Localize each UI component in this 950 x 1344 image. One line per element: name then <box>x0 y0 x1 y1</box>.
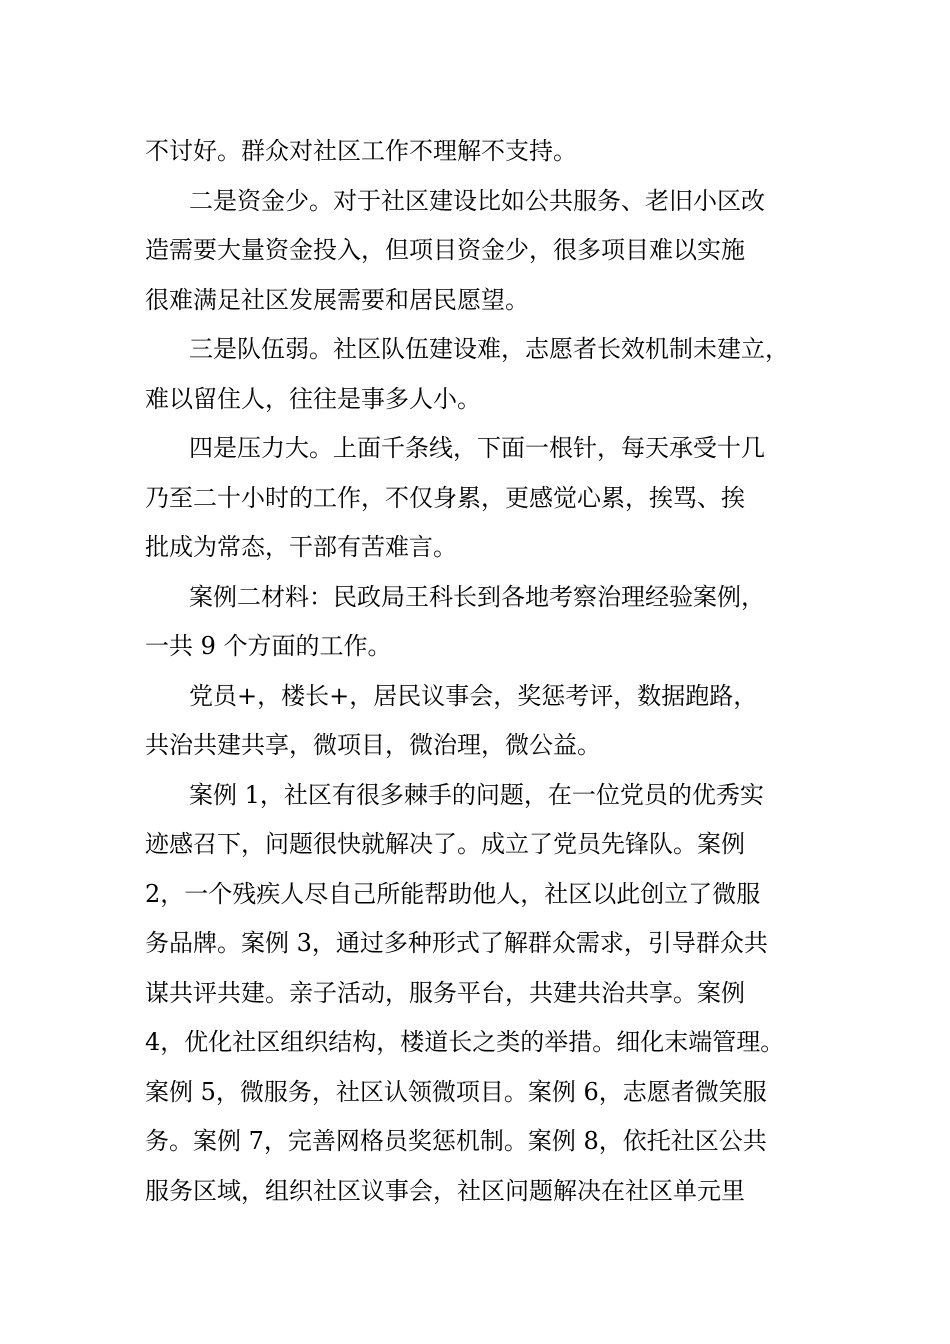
text-line: 4，优化社区组织结构，楼道长之类的举措。细化末端管理。 <box>145 1028 785 1056</box>
text-line-continuation: 不讨好。群众对社区工作不理解不支持。 <box>145 137 577 165</box>
text-line: 服务区域，组织社区议事会，社区问题解决在社区单元里 <box>145 1176 745 1205</box>
text-line-paragraph-start: 二是资金少。对于社区建设比如公共服务、老旧小区改 <box>189 186 765 215</box>
text-line-paragraph-start: 案例 1，社区有很多棘手的问题，在一位党员的优秀实 <box>189 780 764 809</box>
text-line-paragraph-start: 党员+，楼长+，居民议事会，奖惩考评，数据跑路， <box>189 681 758 710</box>
body-text <box>145 127 825 1216</box>
text-line: 造需要大量资金投入，但项目资金少，很多项目难以实施 <box>145 236 745 264</box>
text-line: 很难满足社区发展需要和居民愿望。 <box>145 285 529 314</box>
text-line: 案例 5，微服务，社区认领微项目。案例 6，志愿者微笑服 <box>145 1077 767 1106</box>
text-line: 迹感召下，问题很快就解决了。成立了党员先锋队。案例 <box>145 830 745 858</box>
text-line: 乃至二十小时的工作，不仅身累，更感觉心累，挨骂、挨 <box>145 483 745 512</box>
text-line: 难以留住人，往往是事多人小。 <box>145 384 481 413</box>
text-line: 2，一个残疾人尽自己所能帮助他人，社区以此创立了微服 <box>145 879 761 908</box>
text-line: 批成为常态，干部有苦难言。 <box>145 533 457 561</box>
text-line: 共治共建共享，微项目，微治理，微公益。 <box>145 731 601 759</box>
text-line: 谋共评共建。亲子活动，服务平台，共建共治共享。案例 <box>145 978 745 1007</box>
text-line-paragraph-start: 案例二材料：民政局王科长到各地考察治理经验案例， <box>189 582 765 611</box>
text-line-paragraph-start: 四是压力大。上面千条线，下面一根针，每天承受十几 <box>189 434 765 462</box>
text-line: 务。案例 7，完善网格员奖惩机制。案例 8，依托社区公共 <box>145 1127 767 1155</box>
text-line-paragraph-start: 三是队伍弱。社区队伍建设难，志愿者长效机制未建立， <box>189 335 789 363</box>
text-line: 务品牌。案例 3，通过多种形式了解群众需求，引导群众共 <box>145 929 768 957</box>
text-line: 一共 9 个方面的工作。 <box>145 632 392 660</box>
